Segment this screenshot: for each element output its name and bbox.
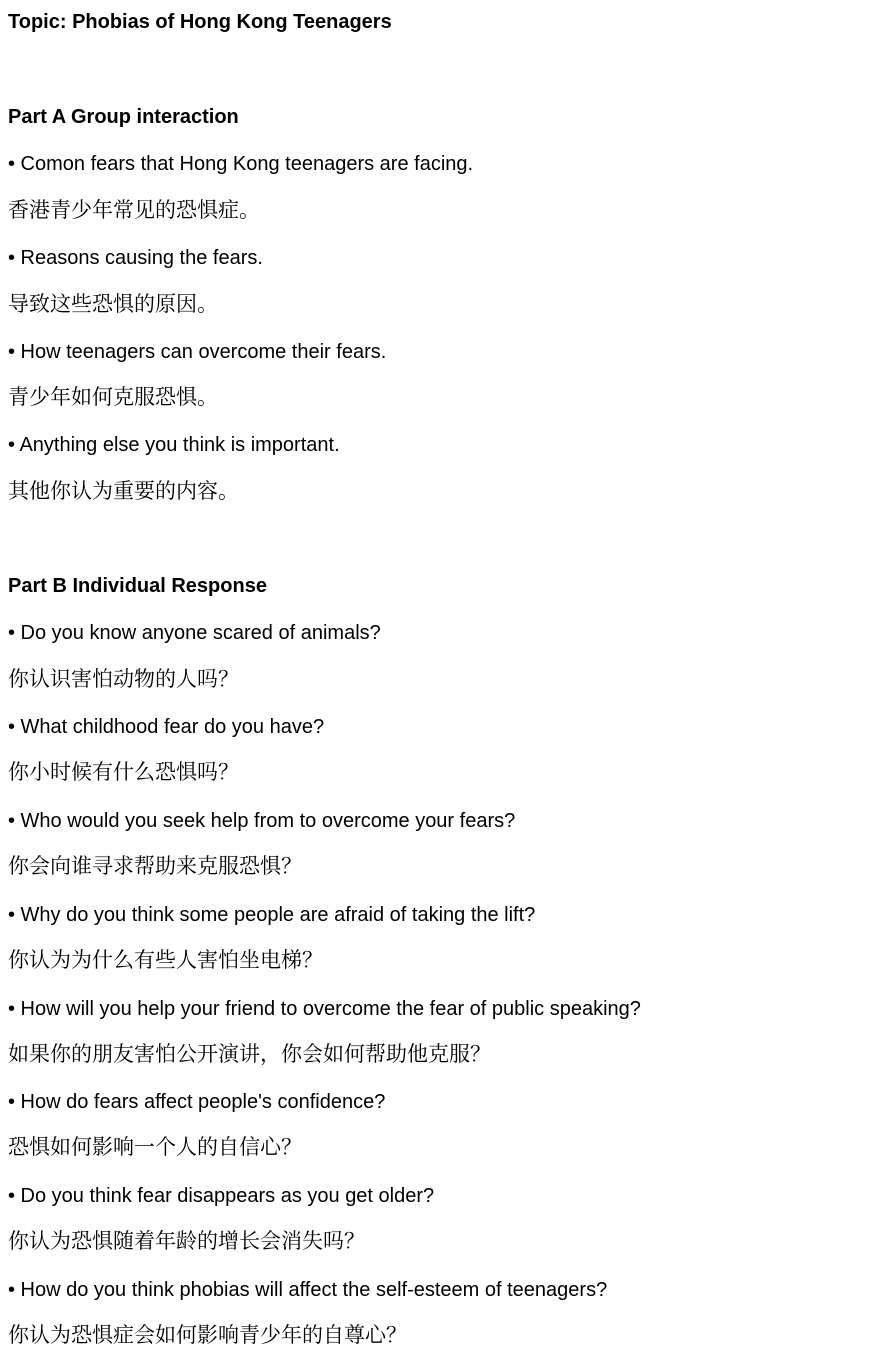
part-b-heading: Part B Individual Response bbox=[8, 575, 267, 597]
part-b-item-7-en: • Do you think fear disappears as you get older? bbox=[8, 1185, 435, 1207]
part-b-item-7-zh: 你认为恐惧随着年龄的增长会消失吗？ bbox=[8, 1229, 365, 1253]
part-a-item-1-en: • Comon fears that Hong Kong teenagers are facing. bbox=[8, 153, 474, 175]
part-a-heading: Part A Group interaction bbox=[8, 106, 239, 128]
part-a-item-2-zh: 导致这些恐惧的原因。 bbox=[8, 292, 218, 316]
part-b-item-2-en: • What childhood fear do you have? bbox=[8, 716, 325, 738]
part-b-item-1-en: • Do you know anyone scared of animals? bbox=[8, 622, 381, 644]
part-a-item-3-en: • How teenagers can overcome their fears. bbox=[8, 341, 387, 363]
topic-title: Topic: Phobias of Hong Kong Teenagers bbox=[8, 11, 392, 33]
part-b-item-5-en: • How will you help your friend to overcome the fear of public speaking? bbox=[8, 998, 641, 1020]
part-b-item-6-zh: 恐惧如何影响一个人的自信心？ bbox=[8, 1135, 302, 1159]
part-b-item-5-zh: 如果你的朋友害怕公开演讲，你会如何帮助他克服？ bbox=[8, 1042, 491, 1066]
part-b-item-3-zh: 你会向谁寻求帮助来克服恐惧？ bbox=[8, 854, 302, 878]
part-a-item-4-zh: 其他你认为重要的内容。 bbox=[8, 479, 239, 503]
part-a-item-2-en: • Reasons causing the fears. bbox=[8, 247, 263, 269]
part-a-item-3-zh: 青少年如何克服恐惧。 bbox=[8, 385, 218, 409]
part-b-item-4-en: • Why do you think some people are afraid of taking the lift? bbox=[8, 904, 536, 926]
part-b-item-2-zh: 你小时候有什么恐惧吗？ bbox=[8, 760, 239, 784]
part-b-item-6-en: • How do fears affect people's confidence? bbox=[8, 1091, 386, 1113]
part-a-item-1-zh: 香港青少年常见的恐惧症。 bbox=[8, 198, 260, 222]
part-b-item-3-en: • Who would you seek help from to overcome your fears? bbox=[8, 810, 516, 832]
part-b-item-4-zh: 你认为为什么有些人害怕坐电梯？ bbox=[8, 948, 323, 972]
part-a-item-4-en: • Anything else you think is important. bbox=[8, 434, 340, 456]
part-b-item-8-zh: 你认为恐惧症会如何影响青少年的自尊心？ bbox=[8, 1323, 407, 1347]
part-b-item-1-zh: 你认识害怕动物的人吗？ bbox=[8, 667, 239, 691]
part-b-item-8-en: • How do you think phobias will affect the self-esteem of teenagers? bbox=[8, 1279, 608, 1301]
